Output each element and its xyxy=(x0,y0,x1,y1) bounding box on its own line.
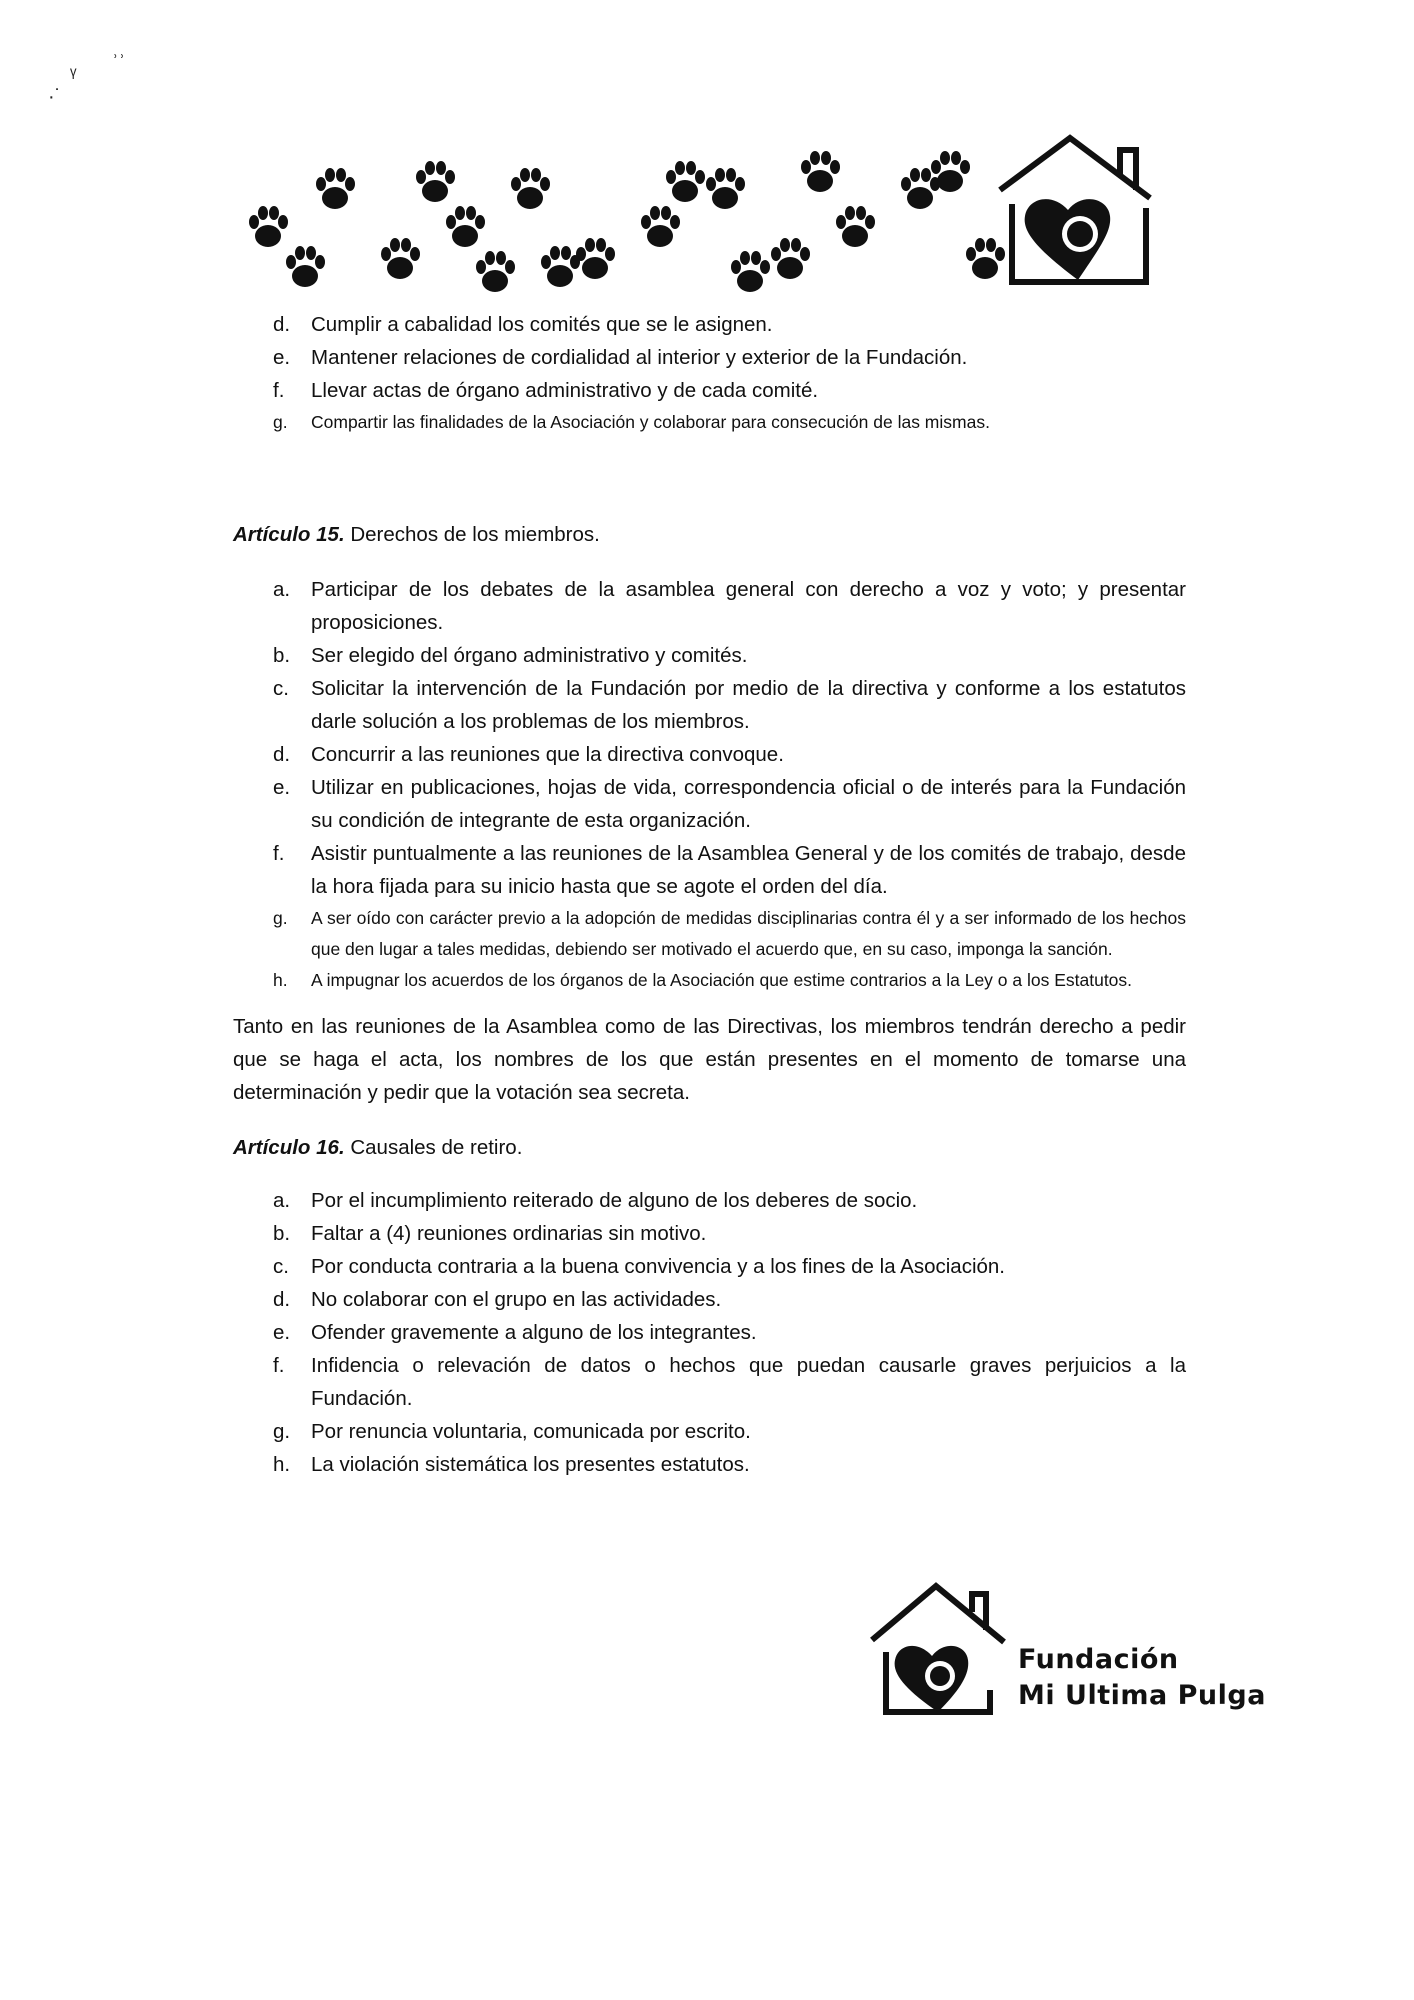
header-paw-band xyxy=(230,128,1170,318)
paw-print-icon xyxy=(706,168,745,209)
article-15-list xyxy=(233,573,1186,996)
list-item-marker: d. xyxy=(273,313,291,336)
paw-print-icon xyxy=(836,206,875,247)
list-item-marker: e. xyxy=(273,346,291,369)
paw-print-icon xyxy=(541,246,580,287)
paw-print-icon xyxy=(476,251,515,292)
list-item xyxy=(233,672,1186,738)
list-item xyxy=(233,1283,1186,1316)
list-item xyxy=(233,965,1186,996)
list-item-text: Cumplir a cabalidad los comités que se le asignen. xyxy=(311,313,773,336)
foundation-name-line1: Fundación xyxy=(1018,1644,1179,1675)
article-16-title: Causales de retiro. xyxy=(350,1136,523,1159)
list-item xyxy=(233,771,1186,837)
list-item xyxy=(233,1217,1186,1250)
paw-print-icon xyxy=(286,246,325,287)
list-item xyxy=(233,1184,1186,1217)
list-item-text: Participar de los debates de la asamblea general con derecho a voz y voto; y presentar proposiciones. xyxy=(311,578,1186,634)
paw-print-icon xyxy=(901,168,940,209)
list-item-text: Ofender gravemente a alguno de los integrantes. xyxy=(311,1321,757,1344)
document-body xyxy=(233,308,1186,1481)
paw-print-icon xyxy=(416,161,455,202)
scan-speck: ·˙ xyxy=(48,86,62,108)
list-item-text: Compartir las finalidades de la Asociación y colaborar para consecución de las mismas. xyxy=(311,412,990,432)
foundation-name-line2: Mi Ultima Pulga xyxy=(1018,1680,1266,1711)
article-16-list xyxy=(233,1184,1186,1481)
list-item-text: Asistir puntualmente a las reuniones de la Asamblea General y de los comités de trabajo, desde la hora fijada para su inicio hasta que se agote el orden del día. xyxy=(311,842,1186,898)
list-item xyxy=(233,341,1186,374)
list-item-marker: g. xyxy=(273,1420,291,1443)
list-item-text: A impugnar los acuerdos de los órganos de la Asociación que estime contrarios a la Ley o a los Estatutos. xyxy=(311,970,1133,990)
list-item xyxy=(233,837,1186,903)
list-item xyxy=(233,1415,1186,1448)
paw-print-icon xyxy=(381,238,420,279)
list-item-marker: e. xyxy=(273,1321,291,1344)
list-item xyxy=(233,1250,1186,1283)
list-item-marker: f. xyxy=(273,379,285,402)
list-item-marker: b. xyxy=(273,644,291,667)
list-item-marker: e. xyxy=(273,776,291,799)
paw-print-icon xyxy=(511,168,550,209)
paw-print-icon xyxy=(316,168,355,209)
paw-print-icon xyxy=(666,161,705,202)
list-item-marker: c. xyxy=(273,677,289,700)
list-item-text: Ser elegido del órgano administrativo y comités. xyxy=(311,644,748,667)
paw-print-icon xyxy=(771,238,810,279)
paw-print-icon xyxy=(731,251,770,292)
paw-print-icon xyxy=(801,151,840,192)
article-16-label: Artículo 16. xyxy=(233,1136,345,1159)
list-item-text: La violación sistemática los presentes estatutos. xyxy=(311,1453,750,1476)
list-item xyxy=(233,573,1186,639)
list-item xyxy=(233,1448,1186,1481)
list-item-text: Concurrir a las reuniones que la directiva convoque. xyxy=(311,743,784,766)
list-item-marker: f. xyxy=(273,842,285,865)
list-item-text: Infidencia o relevación de datos o hechos que puedan causarle graves perjuicios a la Fundación. xyxy=(311,1354,1186,1410)
paw-print-icon xyxy=(966,238,1005,279)
house-heart-icon xyxy=(1000,138,1150,282)
paw-print-icon xyxy=(446,206,485,247)
list-item-marker: b. xyxy=(273,1222,291,1245)
list-item-text: Mantener relaciones de cordialidad al interior y exterior de la Fundación. xyxy=(311,346,968,369)
list-item xyxy=(233,738,1186,771)
scan-speck: ˒˒ xyxy=(112,42,126,64)
list-item xyxy=(233,1349,1186,1415)
paw-print-icon xyxy=(249,206,288,247)
list-item-text: Por renuncia voluntaria, comunicada por escrito. xyxy=(311,1420,751,1443)
house-heart-icon xyxy=(868,1580,1018,1720)
paw-print-icon xyxy=(641,206,680,247)
list-item-text: No colaborar con el grupo en las actividades. xyxy=(311,1288,722,1311)
article-15-closing-paragraph: Tanto en las reuniones de la Asamblea como de las Directivas, los miembros tendrán derecho a pedir que se haga el acta, los nombres de los que están presentes en el momento de tomarse una determinación y pedir que la votación sea secreta. xyxy=(233,1015,1186,1104)
list-item-marker: c. xyxy=(273,1255,289,1278)
list-item-marker: g. xyxy=(273,412,288,432)
list-item-text: A ser oído con carácter previo a la adopción de medidas disciplinarias contra él y a ser informado de los hechos que den lugar a tales medidas, debiendo ser motivado el acuerdo que, en su caso, imponga la sanción. xyxy=(311,908,1186,959)
list-item-marker: h. xyxy=(273,970,288,990)
list-item-text: Utilizar en publicaciones, hojas de vida, correspondencia oficial o de interés para la Fundación su condición de integrante de esta organización. xyxy=(311,776,1186,832)
foundation-logo xyxy=(868,1580,1278,1740)
list-item xyxy=(233,639,1186,672)
article-15-label: Artículo 15. xyxy=(233,523,345,546)
list-item-text: Solicitar la intervención de la Fundación por medio de la directiva y conforme a los estatutos darle solución a los problemas de los miembros. xyxy=(311,677,1186,733)
article-16-heading xyxy=(233,1131,1186,1164)
list-item-marker: a. xyxy=(273,578,291,601)
list-item-marker: d. xyxy=(273,743,291,766)
list-item xyxy=(233,903,1186,965)
list-item-marker: a. xyxy=(273,1189,291,1212)
scan-speck: ᵞ xyxy=(70,64,77,86)
list-item-marker: f. xyxy=(273,1354,285,1377)
list-item-text: Por conducta contraria a la buena convivencia y a los fines de la Asociación. xyxy=(311,1255,1005,1278)
article-15-title: Derechos de los miembros. xyxy=(350,523,600,546)
list-item-marker: h. xyxy=(273,1453,291,1476)
paw-print-icon xyxy=(576,238,615,279)
list-item xyxy=(233,308,1186,341)
list-item xyxy=(233,374,1186,407)
article-15-heading xyxy=(233,518,1186,551)
list-item-marker: g. xyxy=(273,908,288,928)
list-item-text: Faltar a (4) reuniones ordinarias sin motivo. xyxy=(311,1222,707,1245)
foundation-name xyxy=(1018,1642,1266,1714)
duties-list-continued xyxy=(233,308,1186,438)
list-item-marker: d. xyxy=(273,1288,291,1311)
list-item xyxy=(233,407,1186,438)
list-item-text: Por el incumplimiento reiterado de alguno de los deberes de socio. xyxy=(311,1189,918,1212)
list-item-text: Llevar actas de órgano administrativo y de cada comité. xyxy=(311,379,819,402)
list-item xyxy=(233,1316,1186,1349)
